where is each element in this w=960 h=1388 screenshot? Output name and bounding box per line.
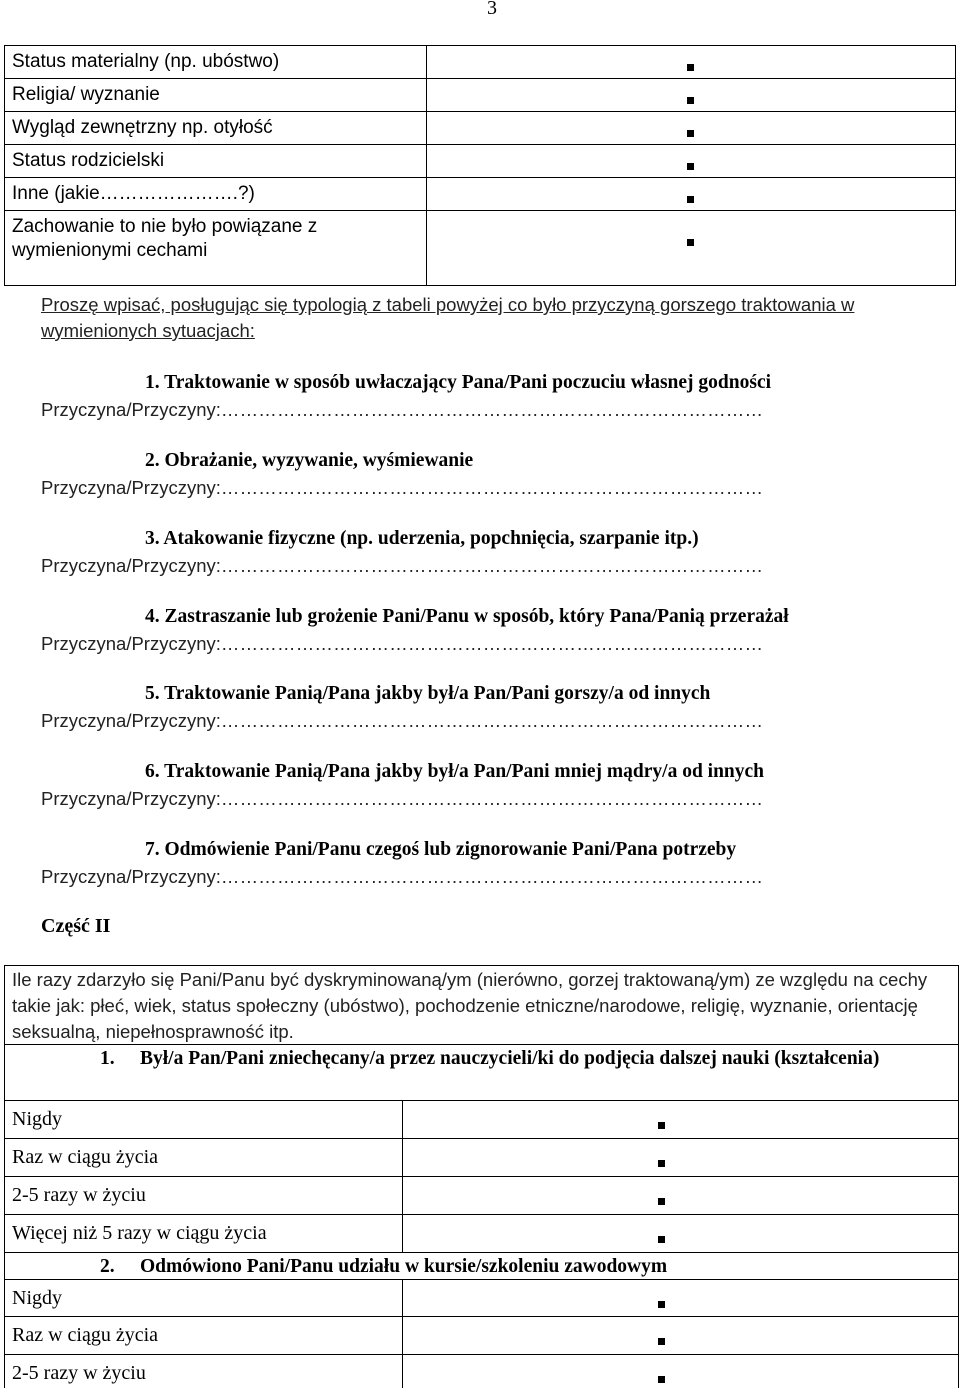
reason-label: Status rodzicielski	[5, 145, 427, 177]
option-checkbox[interactable]	[403, 1317, 958, 1354]
reason-label: Inne (jakie………………….?)	[5, 178, 427, 210]
reason-checkbox[interactable]	[427, 46, 955, 78]
option-row	[5, 1177, 958, 1215]
reason-checkbox[interactable]	[427, 145, 955, 177]
option-label: Raz w ciągu życia	[5, 1139, 403, 1176]
question-number: 2.	[100, 1256, 115, 1277]
frequency-question	[5, 1253, 958, 1279]
frequency-intro: Ile razy zdarzyło się Pani/Panu być dyskryminowaną/ym (nierówno, gorzej traktowaną/ym) ze względu na cechy takie jak: płeć, wiek, status społeczny (ubóstwo), pochodzenie etniczne/narodowe, religię, wyznanie, orientację seksualną, niepełnosprawność itp.	[5, 966, 958, 1045]
answer-label: Przyczyna/Przyczyny:	[41, 710, 221, 731]
option-row	[5, 1215, 958, 1253]
answer-dots: ……………………………………………………………………………	[220, 633, 764, 654]
frequency-table	[4, 965, 959, 1388]
option-checkbox[interactable]	[403, 1280, 958, 1316]
checkbox-mark-icon	[687, 97, 694, 104]
option-checkbox[interactable]	[403, 1139, 958, 1176]
question-title: 4. Zastraszanie lub grożenie Pani/Panu w sposób, który Pana/Panią przerażał	[145, 606, 789, 627]
checkbox-mark-icon	[658, 1236, 665, 1243]
option-row	[5, 1139, 958, 1177]
option-row	[5, 1279, 958, 1317]
reason-row	[5, 178, 955, 211]
option-checkbox[interactable]	[403, 1355, 958, 1388]
question-title: 3. Atakowanie fizyczne (np. uderzenia, popchnięcia, szarpanie itp.)	[145, 528, 699, 549]
answer-field[interactable]	[41, 865, 911, 889]
option-label: Więcej niż 5 razy w ciągu życia	[5, 1215, 403, 1252]
reason-row	[5, 112, 955, 145]
checkbox-mark-icon	[658, 1301, 665, 1308]
option-row	[5, 1101, 958, 1139]
reason-row	[5, 211, 955, 285]
answer-label: Przyczyna/Przyczyny:	[41, 399, 221, 420]
answer-dots: ……………………………………………………………………………	[220, 788, 764, 809]
reason-row	[5, 79, 955, 112]
answer-dots: ……………………………………………………………………………	[220, 555, 764, 576]
question-title: 5. Traktowanie Panią/Pana jakby był/a Pan/Pani gorszy/a od innych	[145, 683, 711, 704]
checkbox-mark-icon	[687, 64, 694, 71]
answer-label: Przyczyna/Przyczyny:	[41, 788, 221, 809]
checkbox-mark-icon	[687, 239, 694, 246]
answer-dots: ……………………………………………………………………………	[220, 477, 764, 498]
checkbox-mark-icon	[658, 1338, 665, 1345]
question-title: 6. Traktowanie Panią/Pana jakby był/a Pan/Pani mniej mądry/a od innych	[145, 761, 765, 782]
section-title: Część II	[41, 915, 111, 937]
answer-label: Przyczyna/Przyczyny:	[41, 477, 221, 498]
reason-label: Status materialny (np. ubóstwo)	[5, 46, 427, 78]
question-title: 1. Traktowanie w sposób uwłaczający Pana/Pani poczuciu własnej godności	[145, 372, 772, 393]
reason-row	[5, 46, 955, 79]
answer-field[interactable]	[41, 476, 911, 500]
checkbox-mark-icon	[658, 1122, 665, 1129]
reason-label: Zachowanie to nie było powiązane z wymienionymi cechami	[5, 211, 427, 285]
reason-table	[4, 45, 956, 286]
answer-dots: ……………………………………………………………………………	[220, 710, 764, 731]
checkbox-mark-icon	[658, 1198, 665, 1205]
answer-label: Przyczyna/Przyczyny:	[41, 866, 221, 887]
checkbox-mark-icon	[687, 163, 694, 170]
answer-field[interactable]	[41, 787, 911, 811]
answer-label: Przyczyna/Przyczyny:	[41, 633, 221, 654]
answer-field[interactable]	[41, 398, 911, 422]
reason-row	[5, 145, 955, 178]
answer-label: Przyczyna/Przyczyny:	[41, 555, 221, 576]
option-checkbox[interactable]	[403, 1101, 958, 1138]
option-label: 2-5 razy w życiu	[5, 1355, 403, 1388]
checkbox-mark-icon	[687, 130, 694, 137]
answer-field[interactable]	[41, 632, 911, 656]
reason-label: Religia/ wyznanie	[5, 79, 427, 111]
answer-dots: ……………………………………………………………………………	[220, 866, 764, 887]
reason-checkbox[interactable]	[427, 79, 955, 111]
option-row	[5, 1317, 958, 1355]
frequency-question	[5, 1045, 958, 1101]
option-label: Nigdy	[5, 1280, 403, 1316]
reason-label: Wygląd zewnętrzny np. otyłość	[5, 112, 427, 144]
option-row	[5, 1355, 958, 1388]
question-number: 1.	[100, 1048, 115, 1069]
answer-field[interactable]	[41, 554, 911, 578]
reason-checkbox[interactable]	[427, 112, 955, 144]
option-label: 2-5 razy w życiu	[5, 1177, 403, 1214]
reason-checkbox[interactable]	[427, 178, 955, 210]
question-title: 2. Obrażanie, wyzywanie, wyśmiewanie	[145, 450, 474, 471]
page-number: 3	[487, 0, 497, 19]
option-checkbox[interactable]	[403, 1215, 958, 1252]
question-text: Odmówiono Pani/Panu udziału w kursie/szkoleniu zawodowym	[140, 1256, 668, 1277]
option-label: Nigdy	[5, 1101, 403, 1138]
answer-field[interactable]	[41, 709, 911, 733]
question-text: Był/a Pan/Pani zniechęcany/a przez nauczycieli/ki do podjęcia dalszej nauki (kształcenia)	[140, 1048, 880, 1069]
reason-checkbox[interactable]	[427, 211, 955, 285]
question-title: 7. Odmówienie Pani/Panu czegoś lub zignorowanie Pani/Pana potrzeby	[145, 839, 737, 860]
answer-dots: ……………………………………………………………………………	[220, 399, 764, 420]
option-checkbox[interactable]	[403, 1177, 958, 1214]
instruction-text: Proszę wpisać, posługując się typologią z tabeli powyżej co było przyczyną gorszego traktowania w wymienionych sytuacjach:	[41, 294, 855, 341]
checkbox-mark-icon	[687, 196, 694, 203]
checkbox-mark-icon	[658, 1160, 665, 1167]
option-label: Raz w ciągu życia	[5, 1317, 403, 1354]
checkbox-mark-icon	[658, 1376, 665, 1383]
